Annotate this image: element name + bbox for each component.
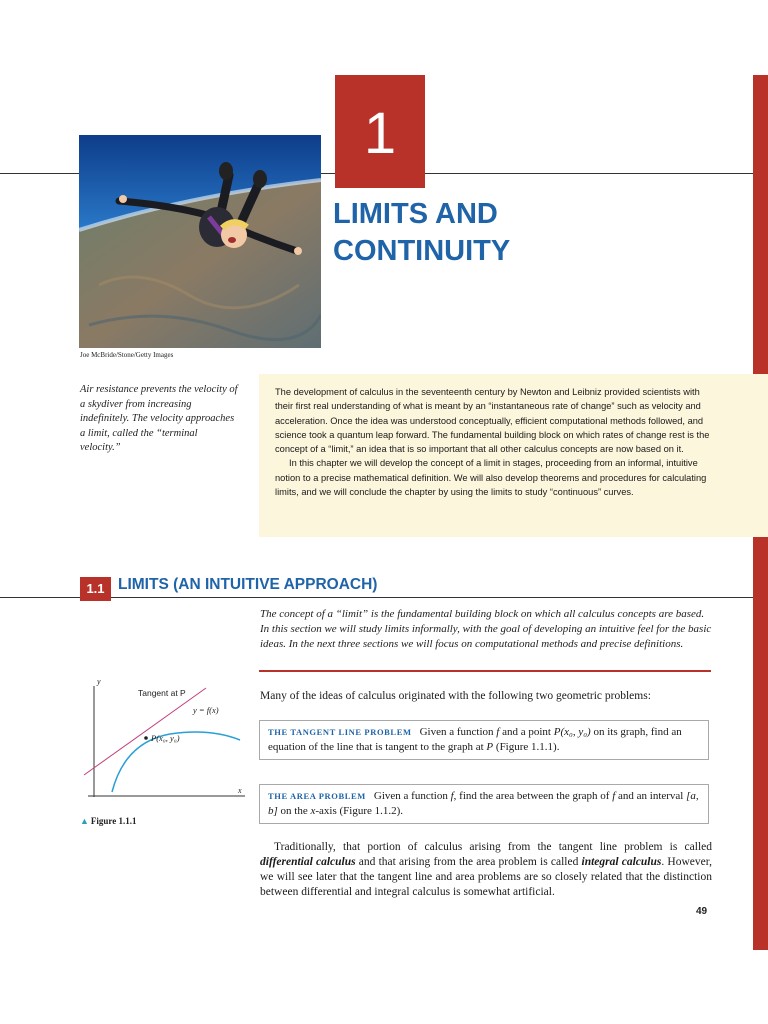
intro-paragraph-2: In this chapter we will develop the concept of a limit in stages, proceeding from an informal, intuitive notion to a precise mathematical definition. We will also develop theorems and procedures for calculating limits, and we will conclude the chapter by using the limits to study “continuous” curves. bbox=[275, 458, 707, 498]
tangent-problem-label: THE TANGENT LINE PROBLEM bbox=[268, 727, 412, 737]
tangent-text-3: on its graph, find an equation of the line that is tangent to the graph at bbox=[268, 726, 682, 753]
section-title: LIMITS (AN INTUITIVE APPROACH) bbox=[118, 576, 378, 593]
area-text-5: -axis (Figure 1.1.2). bbox=[315, 805, 404, 817]
intro-paragraph-1: The development of calculus in the seventeenth century by Newton and Leibniz provided scientists with their first real understanding of what is meant by an “instantaneous rate of change” such as velocity and acceleration. Once the idea was understood conceptually, efficient computational methods followed, and science took a quantum leap forward. The fundamental building block on which rates of change rest is the concept of a “limit,” an idea that is so important that all other calculus concepts are now based on it. bbox=[275, 387, 710, 455]
term-differential-calculus: differential calculus bbox=[260, 856, 356, 868]
area-text-3: and an interval bbox=[615, 790, 687, 802]
area-problem-box bbox=[259, 784, 709, 824]
chapter-title-line1: LIMITS AND bbox=[333, 198, 498, 230]
point-label: P(x₀, y₀) bbox=[151, 733, 180, 743]
triangle-icon: ▲ bbox=[80, 816, 89, 826]
area-text-4: on the bbox=[277, 805, 311, 817]
chapter-intro-text bbox=[275, 385, 715, 499]
closing-text-2: and that arising from the area problem is called bbox=[355, 856, 582, 868]
skydiver-photo bbox=[79, 135, 321, 348]
area-text-f2: f bbox=[612, 790, 616, 802]
curve-label: y = f(x) bbox=[193, 705, 219, 715]
closing-text-3: . However, we will see later that the tangent line and area problems are so closely related that the distinction between differential and integral calculus is somewhat artificial. bbox=[260, 856, 712, 898]
area-text-1: Given a function bbox=[373, 790, 451, 802]
tangent-label: Tangent at P bbox=[138, 688, 186, 698]
chapter-title bbox=[333, 196, 733, 270]
chapter-title-line2: CONTINUITY bbox=[333, 235, 511, 267]
header-rule-left bbox=[0, 173, 79, 174]
chapter-number: 1 bbox=[335, 75, 425, 188]
photo-caption: Air resistance prevents the velocity of a skydiver from increasing indefinitely. The velocity approaches a limit, called the “terminal velocity.” bbox=[80, 384, 238, 453]
area-text-interval: [a, b] bbox=[268, 790, 699, 817]
section-number: 1.1 bbox=[80, 577, 111, 601]
tangent-text-point: P(x₀, y₀) bbox=[553, 726, 591, 738]
area-text-2: , find the area between the graph of bbox=[453, 790, 613, 802]
tangent-text-1: Given a function bbox=[419, 726, 497, 738]
page-number: 49 bbox=[696, 906, 708, 917]
term-integral-calculus: integral calculus bbox=[581, 856, 662, 868]
x-axis-label: x bbox=[238, 786, 242, 795]
section-rule bbox=[0, 597, 753, 598]
section-intro: The concept of a “limit” is the fundamental building block on which all calculus concepts are based. In this section we will study limits informally, with the goal of developing an intuitive feel for the basic ideas. In the next three sections we will focus on computational methods and precise definitions. bbox=[260, 608, 712, 650]
figure-1-1-1 bbox=[80, 672, 250, 812]
section-intro-rule bbox=[259, 670, 711, 672]
tangent-line-problem-box bbox=[259, 720, 709, 760]
area-text-x: x bbox=[310, 805, 316, 817]
area-problem-label: THE AREA PROBLEM bbox=[268, 791, 366, 801]
point-p bbox=[144, 736, 148, 740]
figure-caption-text: Figure 1.1.1 bbox=[90, 816, 137, 826]
y-axis-label: y bbox=[97, 677, 101, 686]
header-rule-right bbox=[425, 173, 753, 174]
figure-caption bbox=[80, 816, 137, 826]
tangent-text-2: and a point bbox=[499, 726, 554, 738]
photo-credit: Joe McBride/Stone/Getty Images bbox=[80, 351, 174, 359]
tangent-text-f: f bbox=[496, 726, 500, 738]
tangent-text-4: (Figure 1.1.1). bbox=[493, 741, 560, 753]
tangent-text-p: P bbox=[486, 741, 494, 753]
body-closing bbox=[260, 840, 712, 900]
body-lead: Many of the ideas of calculus originated with the following two geometric problems: bbox=[260, 690, 651, 702]
header-rule-middle bbox=[321, 173, 335, 174]
closing-text-1: Traditionally, that portion of calculus arising from the tangent line problem is called bbox=[274, 841, 712, 853]
area-text-f: f bbox=[450, 790, 454, 802]
